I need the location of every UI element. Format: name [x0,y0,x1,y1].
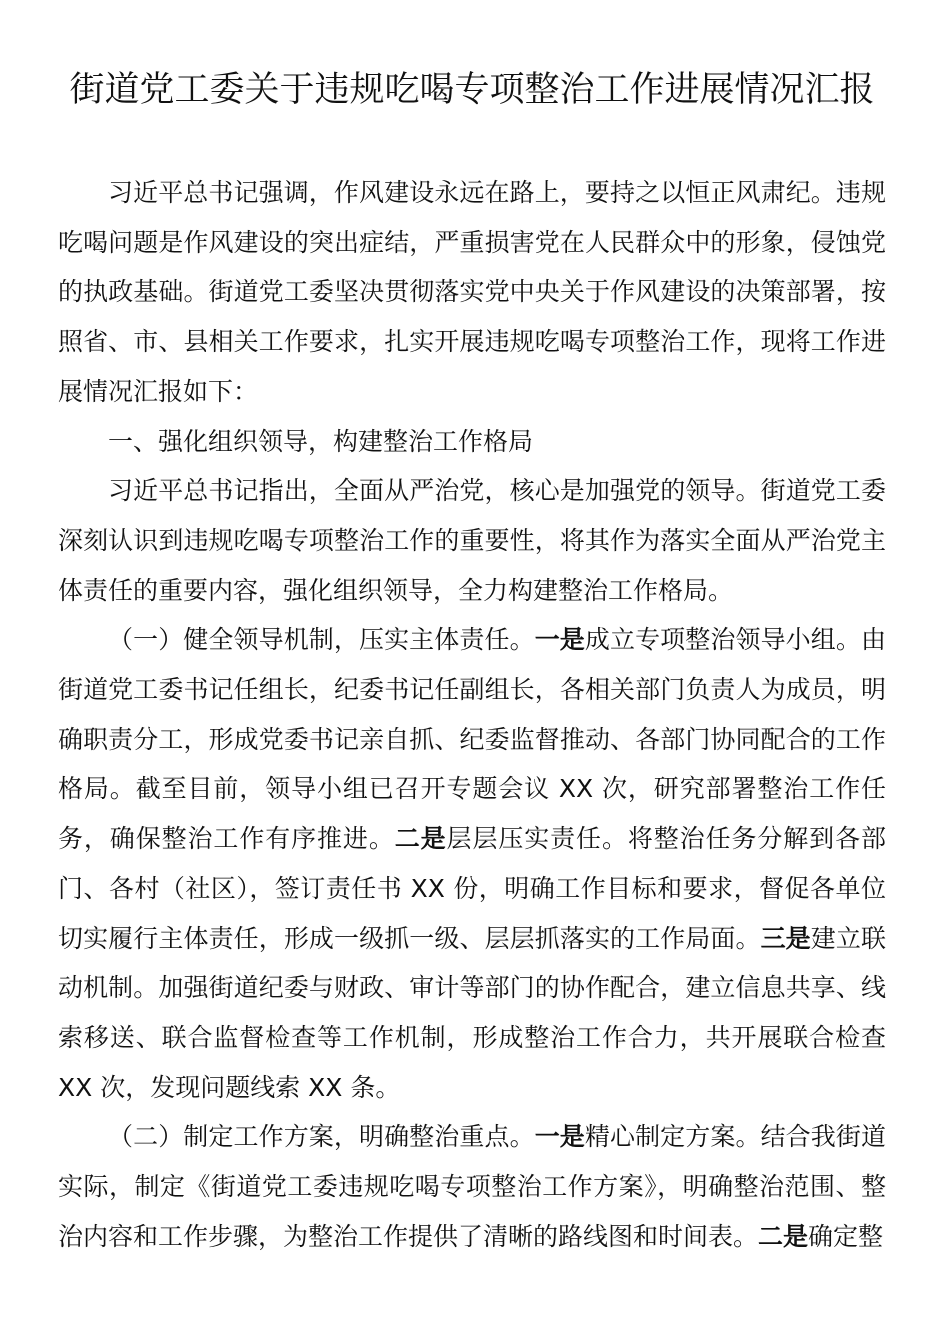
paragraph-text: 成立专项整治领导小组。由街道党工委书记任组长，纪委书记任副组长，各相关部门负责人为成员，明确职责分工，形成党委书记亲自抓、纪委监督推动、各部门协同配合的工作格局。截至目前，领导小组已召开专题会议 XX 次，研究部署整治工作任务，确保整治工作有序推进。 [58,625,886,854]
paragraph-text: 习近平总书记强调，作风建设永远在路上，要持之以恒正风肃纪。违规吃喝问题是作风建设的突出症结，严重损害党在人民群众中的形象，侵蚀党的执政基础。街道党工委坚决贯彻落实党中央关于作风建设的决策部署，按照省、市、县相关工作要求，扎实开展违规吃喝专项整治工作，现将工作进展情况汇报如下： [58,178,886,406]
document-body [58,168,886,1261]
paragraph-section-1-intro [58,466,886,615]
subsection-heading: （一）健全领导机制，压实主体责任。 [108,625,535,655]
subsection-heading: （二）制定工作方案，明确整治重点。 [108,1122,535,1152]
paragraph-section-1-1 [58,615,886,1112]
paragraph-text: 建立联动机制。加强街道纪委与财政、审计等部门的协作配合，建立信息共享、线索移送、联合监督检查等工作机制，形成整治工作合力，共开展联合检查 XX 次，发现问题线索 XX 条。 [58,923,886,1102]
paragraph-text: 确定整 [808,1221,884,1251]
bold-marker-2: 二是 [758,1221,809,1251]
section-heading-text: 一、强化组织领导，构建整治工作格局 [108,426,534,456]
paragraph-text: 层层压实责任。将整治任务分解到各部门、各村（社区），签订责任书 XX 份，明确工作目标和要求，督促各单位切实履行主体责任，形成一级抓一级、层层抓落实的工作局面。 [58,824,886,953]
paragraph-intro [58,168,886,417]
bold-marker-1: 一是 [534,1122,585,1152]
paragraph-text: 习近平总书记指出，全面从严治党，核心是加强党的领导。街道党工委深刻认识到违规吃喝专项整治工作的重要性，将其作为落实全面从严治党主体责任的重要内容，强化组织领导，全力构建整治工作格局。 [58,476,886,605]
paragraph-section-1-2 [58,1112,886,1261]
section-heading-1 [58,417,886,467]
document-title: 街道党工委关于违规吃喝专项整治工作进展情况汇报 [69,70,875,110]
bold-marker-3: 三是 [760,923,811,953]
bold-marker-2: 二是 [394,824,447,854]
bold-marker-1: 一是 [534,625,585,655]
paragraph-text: 精心制定方案。结合我街道实际，制定《街道党工委违规吃喝专项整治工作方案》，明确整治范围、整治内容和工作步骤，为整治工作提供了清晰的路线图和时间表。 [58,1122,886,1251]
